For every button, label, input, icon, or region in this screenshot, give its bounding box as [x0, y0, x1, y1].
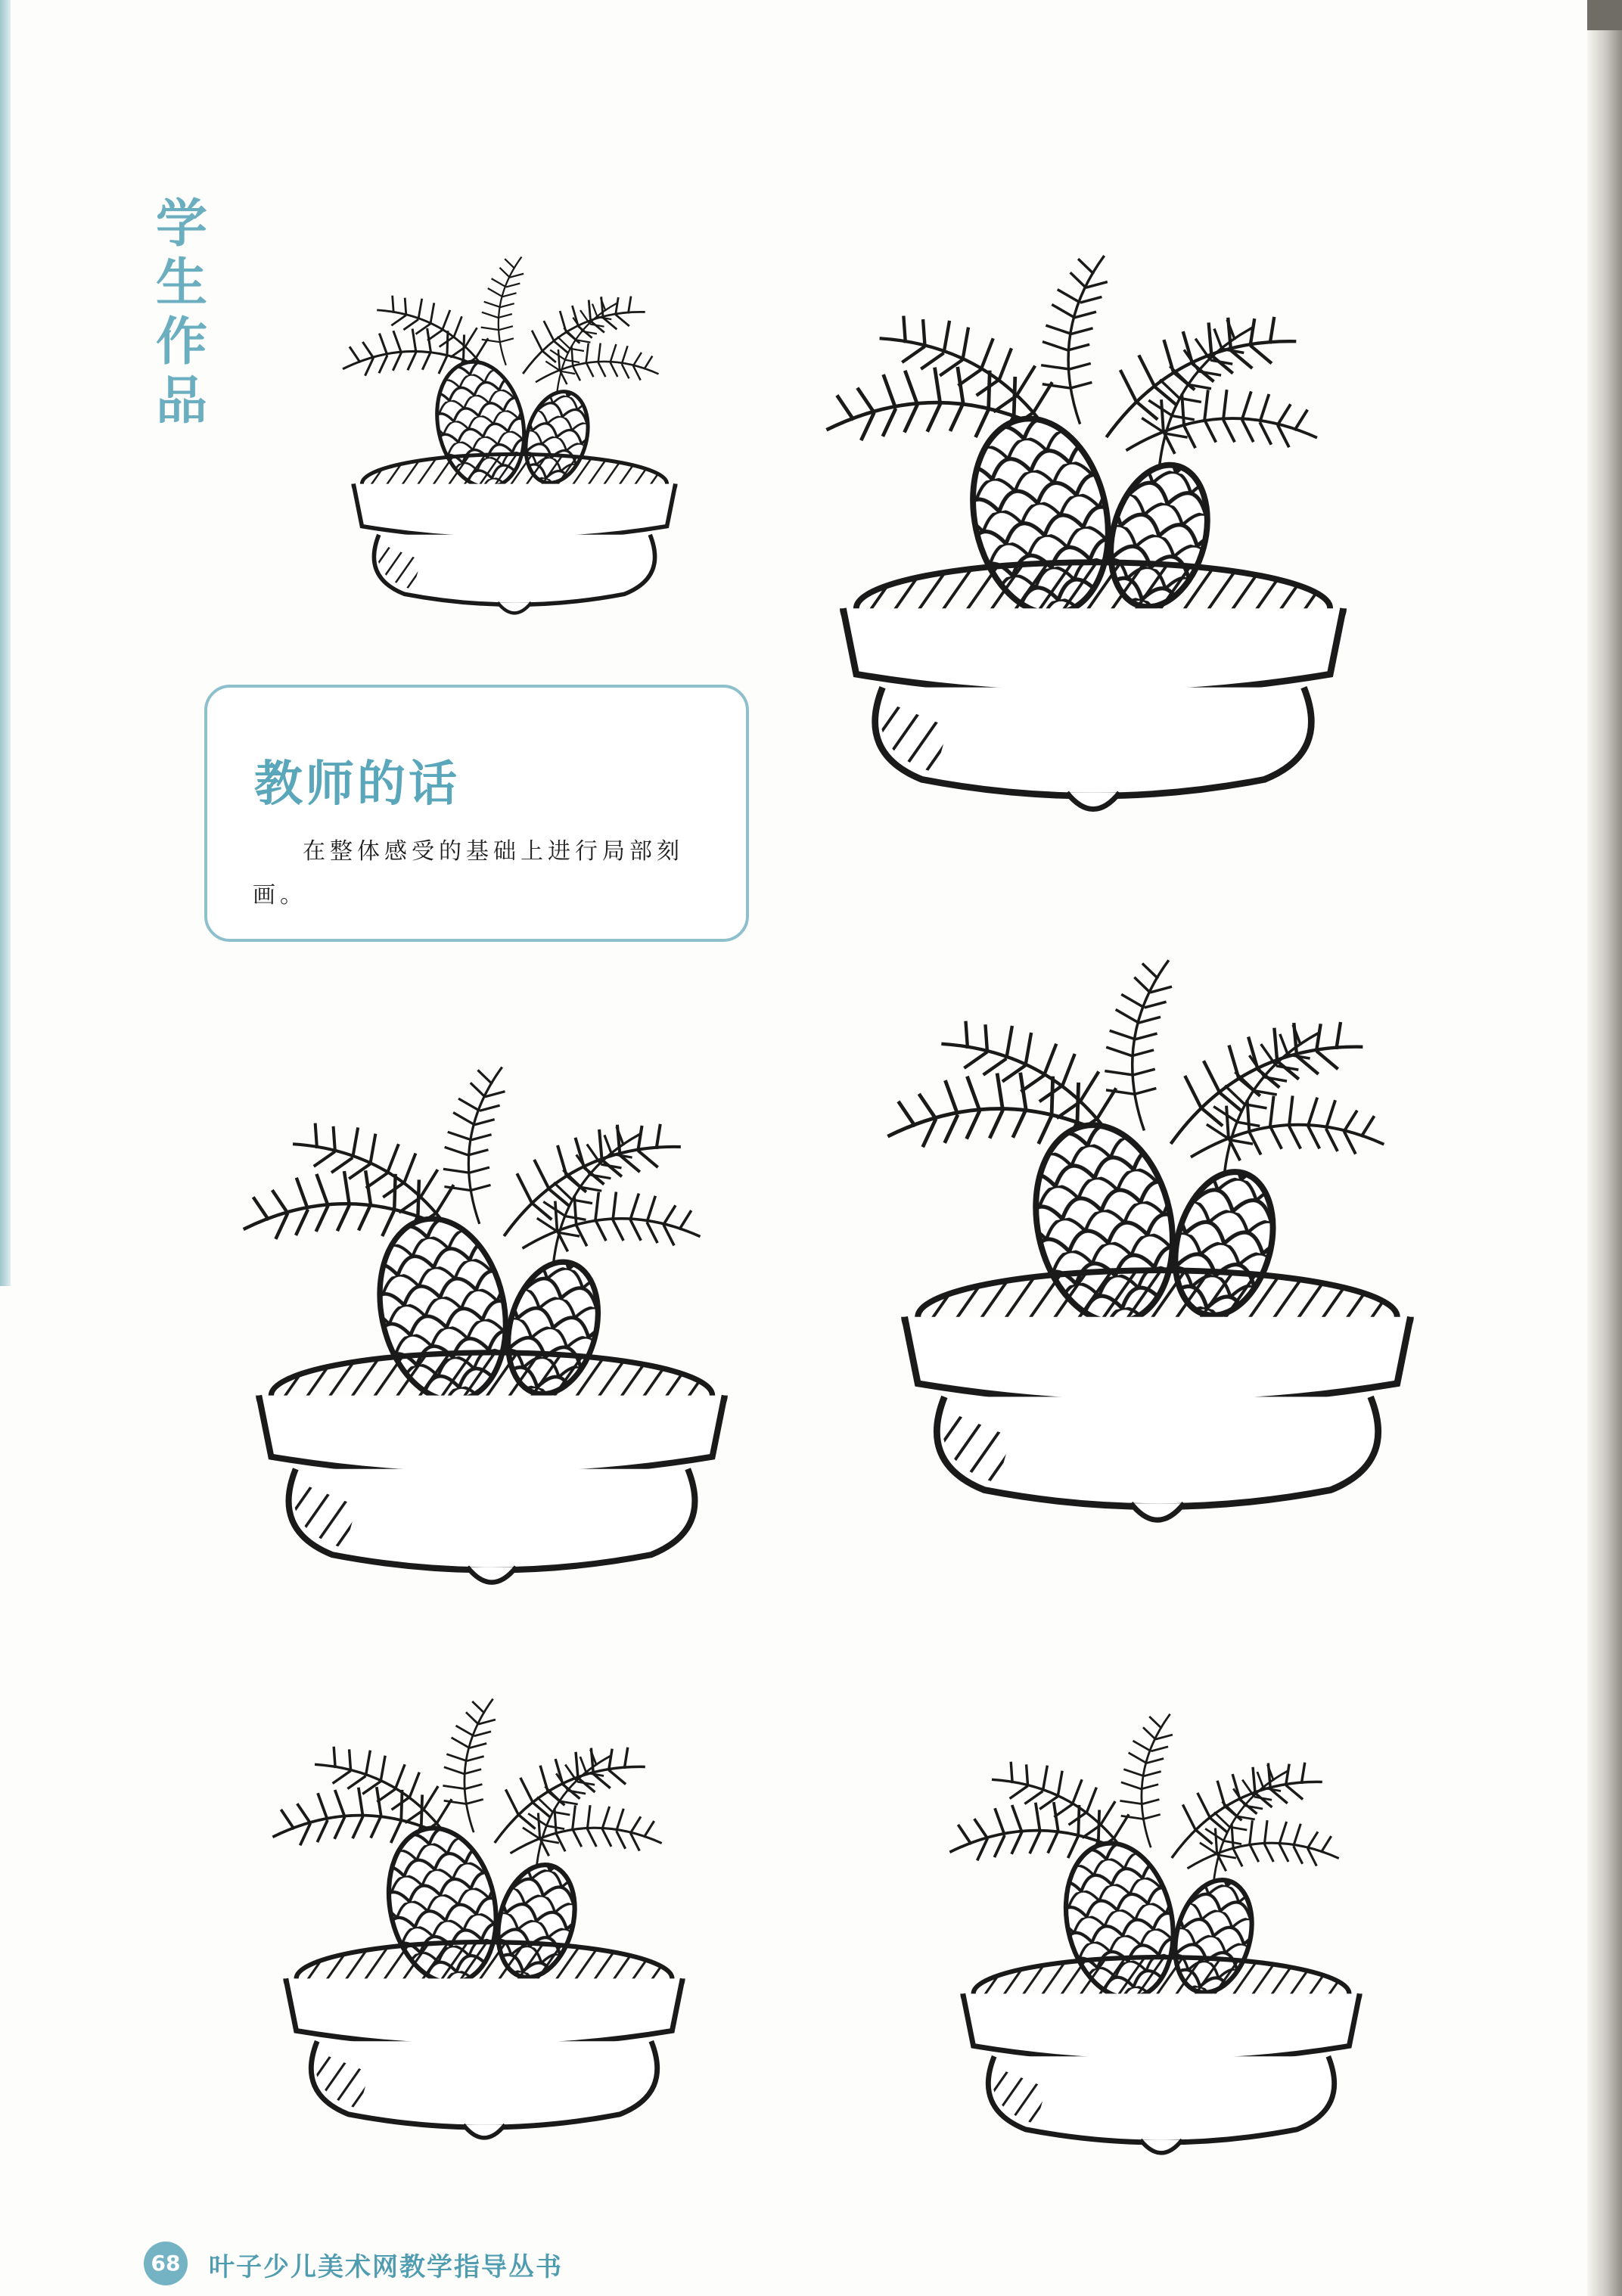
series-title: 叶子少儿美术网教学指导丛书: [209, 2252, 563, 2282]
section-title-char: 生: [155, 253, 207, 313]
teacher-note-text: 在整体感受的基础上进行局部刻画。: [253, 838, 684, 909]
student-work-1: [303, 166, 726, 666]
section-title-char: 品: [155, 371, 207, 431]
student-work-6: [840, 1649, 1483, 2171]
book-gutter-corner: [1587, 0, 1622, 30]
book-gutter-shadow: [1587, 0, 1622, 2296]
section-title-char: 作: [155, 312, 207, 372]
page-number: 68: [144, 2242, 188, 2285]
student-work-5: [144, 1634, 825, 2156]
teacher-note-box: [204, 685, 749, 942]
page-edge-strip: [0, 0, 11, 1286]
student-work-2: [719, 174, 1468, 832]
student-work-3: [151, 991, 832, 1604]
section-title-char: 学: [155, 194, 207, 254]
teacher-note-title: 教师的话: [254, 757, 460, 812]
student-work-4: [817, 878, 1498, 1543]
section-title: [151, 195, 212, 431]
